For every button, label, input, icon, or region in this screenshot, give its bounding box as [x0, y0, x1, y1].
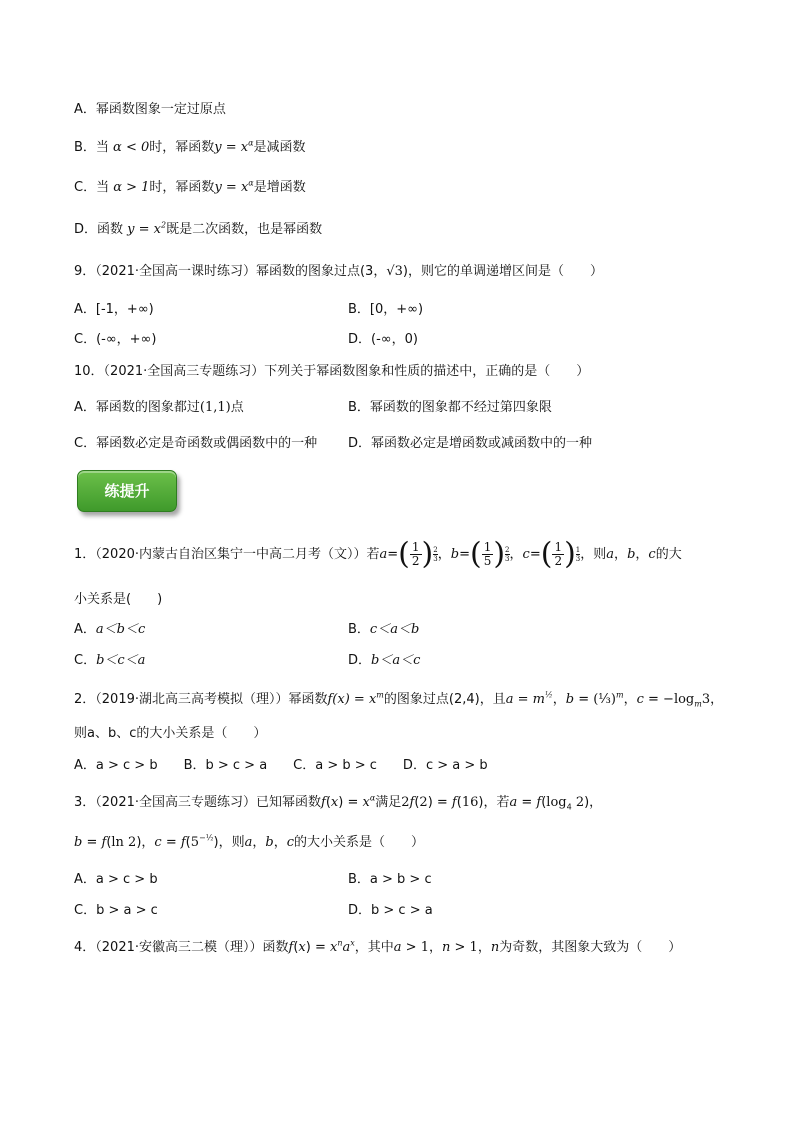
p3-option-c: C．b > a > c: [74, 903, 158, 918]
q9-stem: 9．（2021·全国高一课时练习）幂函数的图象过点(3，√3)，则它的单调递增区间是（ ）: [74, 264, 603, 279]
p1-option-d: D．b＜a＜c: [348, 653, 421, 668]
p3-stem-line2: b = f(ln 2)，$c = f(5^{-\frac{1}{2}})$，则a，b，c的大小关系是（ ）: [74, 833, 425, 850]
q10-option-d: D．幂函数必定是增函数或减函数中的一种: [348, 436, 593, 451]
q10-option-b: B．幂函数的图象都不经过第四象限: [348, 400, 552, 415]
q10-option-a: A．幂函数的图象都过(1,1)点: [74, 400, 244, 415]
p1-stem: 1．（2020·内蒙古自治区集宁一中高二月考（文））若a=( $\frac{1}{2}$ ) $\frac{2}{3}$，b=( $\frac{1}{5}$ ) $\frac{2}{3}$，c=( $\frac{1}{2}$ ) $\frac{1}{3}$，则a，b，c的大: [74, 536, 682, 572]
p3-stem: 3．（2021·全国高三专题练习）已知幂函数$f(x) = x^\alpha$满足2f(2) = f(16)，若$a = f(\log_4$ 2)，: [74, 793, 603, 812]
q9-option-d: D．(-∞，0): [348, 332, 418, 347]
prev-option-a: A．幂函数图象一定过原点: [74, 102, 226, 117]
section-badge: 练提升: [77, 470, 177, 512]
q9-option-b: B．[0，+∞): [348, 302, 424, 317]
p2-stem-line2: 则a、b、c的大小关系是（ ）: [74, 726, 267, 741]
p2-stem: 2．（2019·湖北高三高考模拟（理））幂函数$f(x) = x^m$的图象过点(2,4)，且$a = m^{\frac{1}{2}}$，b = (⅓)$^m$，$c = -\log_m3$，: [74, 690, 724, 709]
p1-option-b: B．c＜a＜b: [348, 622, 420, 637]
prev-option-b: B．当 α < 0时，幂函数$y = x^\alpha$是减函数: [74, 138, 306, 155]
p1-option-c: C．b＜c＜a: [74, 653, 146, 668]
q9-option-c: C．(-∞，+∞): [74, 332, 157, 347]
p3-option-b: B．a > b > c: [348, 872, 432, 887]
p3-option-a: A．a > c > b: [74, 872, 158, 887]
p1-stem-line2: 小关系是( ): [74, 592, 163, 607]
p1-option-a: A．a＜b＜c: [74, 622, 146, 637]
p2-options: A．a > c > b B．b > c > a C．a > b > c D．c > a > b: [74, 758, 488, 773]
p4-stem: 4．（2021·安徽高三二模（理））函数$f(x) = x^na^x$，其中a > 1，n > 1，n为奇数，其图象大致为（ ）: [74, 938, 682, 955]
prev-option-d: D．函数 $y = x^2$既是二次函数，也是幂函数: [74, 220, 323, 237]
q10-option-c: C．幂函数必定是奇函数或偶函数中的一种: [74, 436, 318, 451]
prev-option-c: C．当 α > 1时，幂函数$y = x^\alpha$是增函数: [74, 178, 306, 195]
q9-option-a: A．[-1，+∞): [74, 302, 154, 317]
p3-option-d: D．b > c > a: [348, 903, 433, 918]
q10-stem: 10．（2021·全国高三专题练习）下列关于幂函数图象和性质的描述中，正确的是（ ）: [74, 364, 590, 379]
